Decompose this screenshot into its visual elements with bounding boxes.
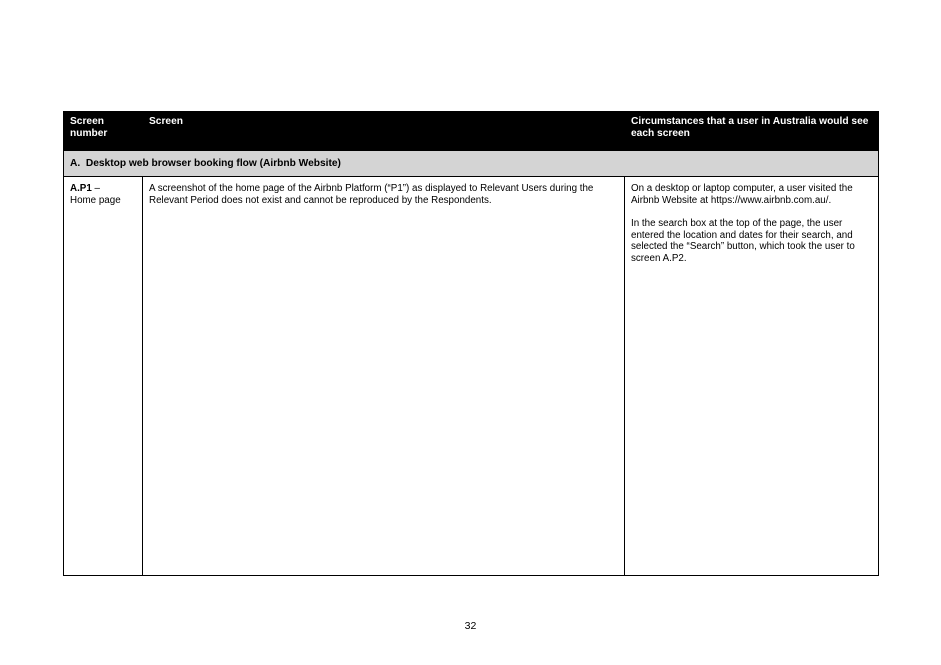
table-header-row xyxy=(64,112,879,151)
screen-id-dash: – xyxy=(91,183,100,194)
header-screen: Screen xyxy=(143,112,625,151)
screen-cell xyxy=(143,177,625,576)
screen-name: Home page xyxy=(70,194,121,206)
circumstances-cell xyxy=(625,177,879,576)
section-title: Desktop web browser booking flow (Airbnb Website) xyxy=(85,157,341,169)
screen-description: A screenshot of the home page of the Airbnb Platform (“P1”) as displayed to Relevant Users during the Relevant Period does not exist and cannot be reproduced by the Respondents. xyxy=(149,183,594,206)
section-row xyxy=(64,151,879,177)
header-circumstances: Circumstances that a user in Australia would see each screen xyxy=(625,112,879,151)
circumstances-paragraph-2: In the search box at the top of the page, the user entered the location and dates for their search, and selected the “Search” button, which took the user to screen A.P2. xyxy=(631,218,855,264)
header-screen-number: Screen number xyxy=(64,112,143,151)
page-number: 32 xyxy=(464,620,477,632)
section-label: A. xyxy=(70,157,81,169)
table-row xyxy=(64,177,879,576)
screen-id: A.P1 xyxy=(70,183,92,194)
circumstances-paragraph-1: On a desktop or laptop computer, a user visited the Airbnb Website at https://www.airbnb.com.au/. xyxy=(631,183,853,206)
section-heading xyxy=(64,151,879,177)
screen-number-cell xyxy=(64,177,143,576)
booking-flow-table xyxy=(63,111,879,576)
